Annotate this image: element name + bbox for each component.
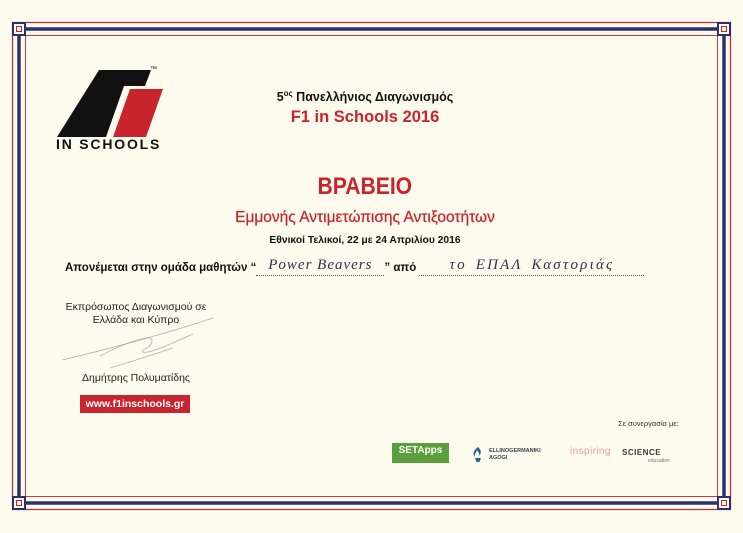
award-title	[165, 173, 565, 201]
school-name-field	[419, 259, 644, 276]
signature-stroke	[100, 334, 193, 356]
event-title: F1 in Schools 2016	[290, 108, 440, 126]
team-name-field	[256, 259, 384, 276]
award-category: Εμμονής Αντιμετώπισης Αντιξοοτήτων	[235, 209, 495, 226]
emblem-base	[475, 458, 481, 462]
award-title-text: ΒΡΑΒΕΙΟ	[317, 173, 413, 200]
signatory-name: Δημήτρης Πολυματίδης	[82, 372, 190, 384]
border-corner-top-left	[13, 23, 25, 35]
signature-stroke	[62, 318, 213, 360]
ellinogermaniki-logo	[489, 448, 541, 462]
from-label: από	[393, 262, 417, 274]
signature	[55, 312, 220, 374]
open-quote: “	[250, 262, 257, 274]
ellinogermaniki-line-2: AGOGI	[489, 455, 508, 461]
f1-logo-1-shape	[113, 89, 163, 137]
signature-stroke	[110, 348, 173, 368]
presentation-line	[65, 258, 644, 278]
signatory-role-line-2: Ελλάδα και Κύπρο	[92, 314, 180, 326]
signatory-role-line-1: Εκπρόσωπος Διαγωνισμού σε	[65, 301, 207, 313]
school-name: το ΕΠΑΛ Καστοριάς	[449, 257, 615, 273]
logo-wordmark: IN SCHOOLS	[56, 136, 162, 152]
emblem-flame	[474, 447, 481, 457]
close-quote: ”	[384, 262, 391, 274]
edition-number: 5	[276, 90, 284, 104]
competition-line	[165, 89, 565, 107]
border-corner-bottom-left	[13, 497, 25, 509]
ellinogermaniki-line-1: ELLINOGERMANIKI	[489, 448, 541, 454]
award-occasion: Εθνικοί Τελικοί, 22 με 24 Απριλίου 2016	[269, 235, 461, 246]
presentation-lead: Απονέμεται στην ομάδα μαθητών	[65, 262, 248, 274]
logo-trademark: ™	[150, 66, 157, 73]
inspiring-science-word-1: inspiring	[570, 446, 611, 457]
f1-in-schools-logo-icon	[55, 66, 167, 138]
inspiring-science-word-3: education	[648, 458, 670, 464]
edition-suffix: ος	[283, 89, 293, 98]
ellinogermaniki-emblem-icon	[471, 446, 485, 463]
website-badge: www.f1inschools.gr	[80, 395, 190, 413]
border-corner-bottom-right	[718, 497, 730, 509]
inspiring-science-word-2: SCIENCE	[622, 448, 662, 457]
partners-label: Σε συνεργασία με:	[618, 419, 679, 428]
team-name: Power Beavers	[268, 257, 373, 273]
border-corner-top-right	[718, 23, 730, 35]
competition-name: Πανελλήνιος Διαγωνισμός	[296, 90, 454, 104]
setapps-logo: SETApps	[392, 443, 449, 463]
